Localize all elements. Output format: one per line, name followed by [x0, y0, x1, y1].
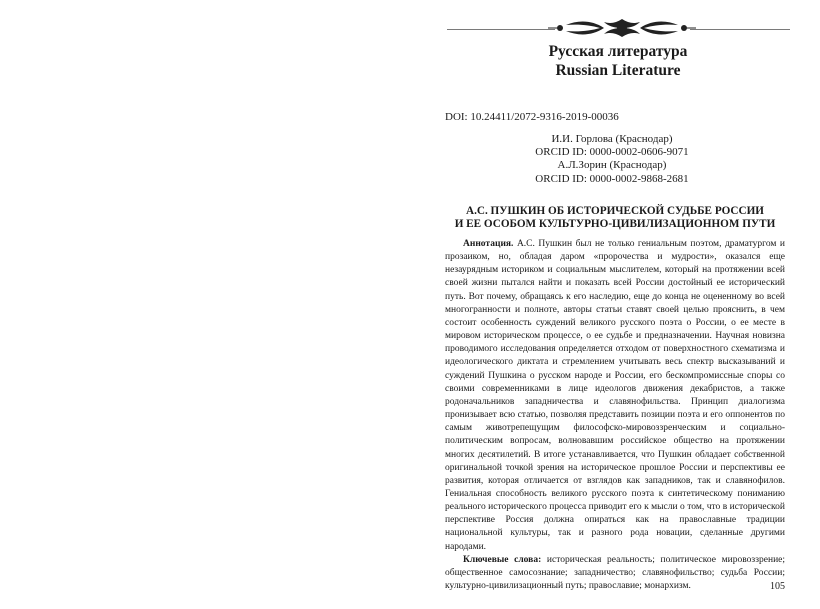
keywords-label: Ключевые слова: — [463, 554, 542, 565]
page-number: 105 — [770, 581, 785, 592]
keywords-text: историческая реальность; политическое мировоззрение; общественное самосознание; западничество; славянофильство; судьба России; культурно-цивилизационный путь; православие; монархизм. — [445, 554, 786, 592]
keywords-paragraph — [445, 554, 785, 593]
authors-block — [512, 133, 712, 186]
author-2: А.Л.Зорин (Краснодар) — [557, 159, 667, 172]
abstract-label: Аннотация. — [463, 239, 514, 249]
journal-title-en: Russian Literature — [555, 62, 681, 79]
abstract-text: А.С. Пушкин был не только гениальным поэтом, драматургом и прозаиком, но, обладая даром «пророчества и мудрости», оказался еще незаурядным историком и социальным мыслителем, который на протяжении всей своей жизни пытался найти и показать всей России достойный ее исторический путь. Вот почему, обращаясь к его наследию, еще до конца не оцененному во всей многогранности и полноте, авторы статьи ставят своей целью прояснить, в чем состоит особенность суждений великого русского поэта о России, о ее месте в мировом историческом процессе, о ее судьбе и предназначении. Научная новизна проводимого исследования определяется отходом от поверхностного схематизма и идеологического диктата и стремлением учитывать весь спектр высказываний и суждений Пушкина о русском народе и России, его бескомпромиссные споры со своими современниками в лице идеологов движения декабристов, а также родоначальников западничества и славянофильства. Принцип диалогизма пронизывает всю статью, позволяя представить позиции поэта и его оппонентов по самым животрепещущим философско-мировоззренческим и социально-политическим вопросам, волновавшим российское общество на протяжении многих десятилетий. В итоге устанавливается, что Пушкин обладает собственной оригинальной точкой зрения на историческое прошлое России и перспективы ее развития, которая отличается от взглядов как западников, так и славянофилов. Гениальная способность великого русского поэта к синтетическому пониманию реального исторического процесса приводит его к мысли о том, что в исторической перспективе Россия должна опираться как на православные традиции национальной культуры, так и разного рода новации, сделанные другими народами. — [445, 239, 786, 552]
header-rule-left — [447, 29, 555, 30]
journal-title-ru: Русская литература — [548, 43, 688, 60]
header-rule-right — [690, 29, 790, 30]
abstract-paragraph — [445, 238, 785, 554]
article-title-line-2: И ЕЕ ОСОБОМ КУЛЬТУРНО-ЦИВИЛИЗАЦИОННОМ ПУТИ — [454, 218, 776, 231]
article-title-line-1: А.С. ПУШКИН ОБ ИСТОРИЧЕСКОЙ СУДЬБЕ РОССИИ — [465, 205, 764, 217]
article-title — [445, 205, 785, 232]
doi: DOI: 10.24411/2072-9316-2019-00036 — [445, 111, 619, 123]
abstract-section — [445, 238, 785, 593]
author-1: И.И. Горлова (Краснодар) — [551, 133, 673, 145]
journal-title — [450, 42, 786, 80]
ornament-icon — [548, 17, 696, 39]
author-1-orcid: ORCID ID: 0000-0002-0606-9071 — [535, 146, 689, 159]
author-2-orcid: ORCID ID: 0000-0002-9868-2681 — [535, 172, 689, 185]
